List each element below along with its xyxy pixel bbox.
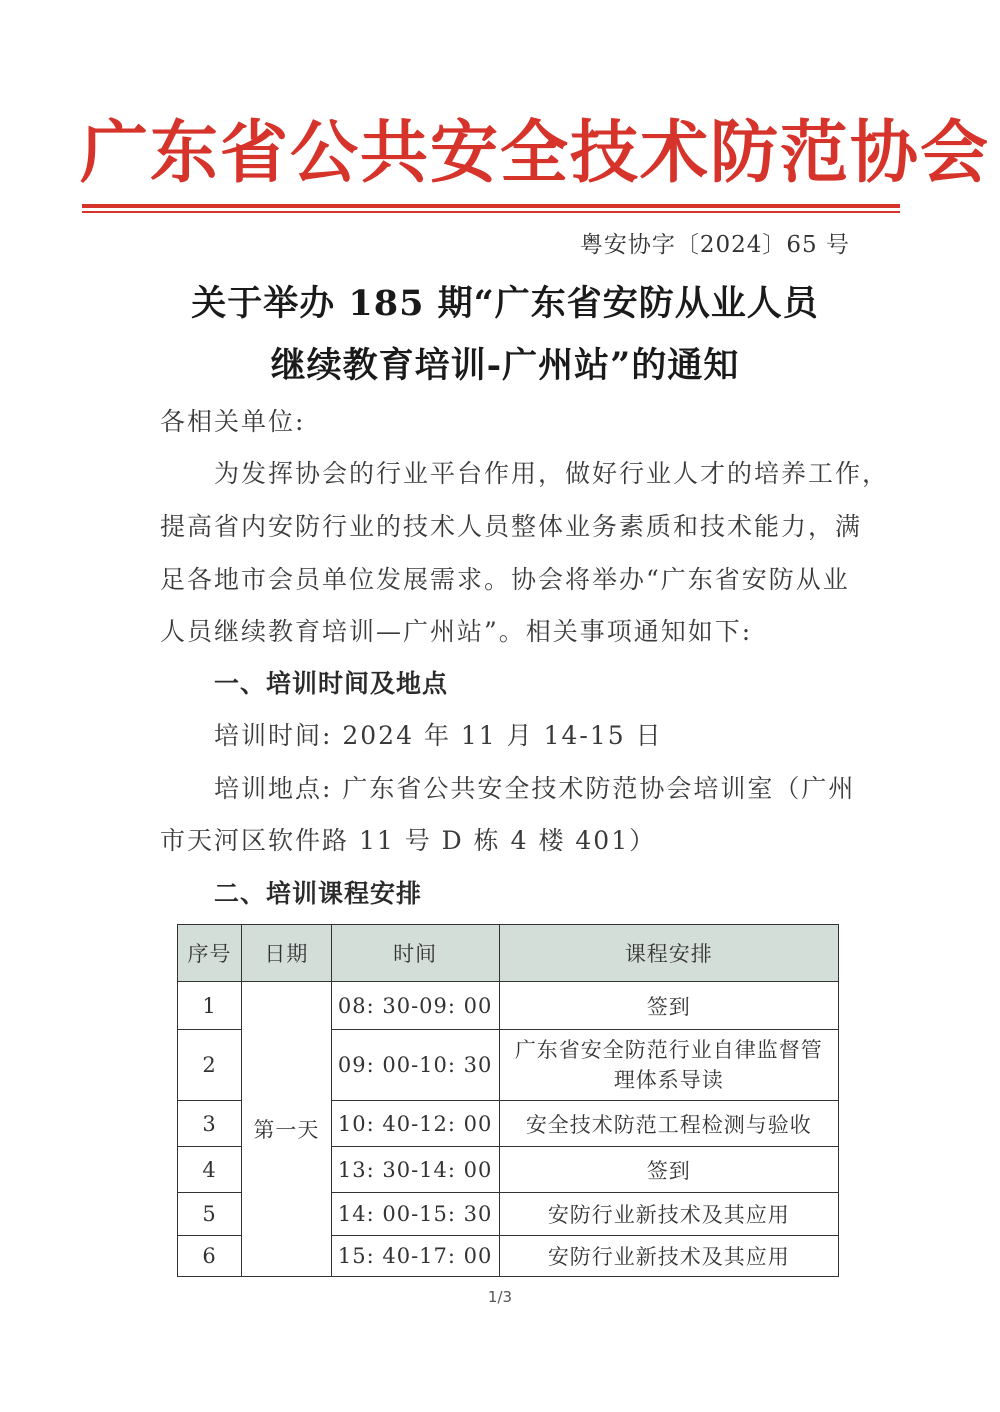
letterhead-rule-thick — [82, 204, 900, 208]
row-course: 安防行业新技术及其应用 — [499, 1193, 838, 1236]
header-no: 序号 — [178, 925, 242, 982]
row-no: 3 — [178, 1101, 242, 1147]
section2-heading: 二、培训课程安排 — [214, 879, 423, 908]
row-course: 签到 — [499, 982, 838, 1030]
schedule-header-row — [178, 925, 839, 982]
document-title-line2: 继续教育培训-广州站”的通知 — [270, 345, 740, 386]
page-number: 1/3 — [487, 1288, 513, 1306]
intro-line-3: 足各地市会员单位发展需求。协会将举办“广东省安防从业 — [160, 565, 850, 594]
table-row — [178, 982, 839, 1030]
intro-line-4: 人员继续教育培训—广州站”。相关事项通知如下: — [160, 617, 753, 646]
row-time: 10: 40-12: 00 — [331, 1101, 499, 1147]
day-label: 第一天 — [242, 982, 332, 1277]
row-course: 广东省安全防范行业自律监督管理体系导读 — [499, 1030, 838, 1101]
row-no: 1 — [178, 982, 242, 1030]
intro-line-1: 为发挥协会的行业平台作用，做好行业人才的培养工作， — [214, 459, 890, 488]
row-course: 安全技术防范工程检测与验收 — [499, 1101, 838, 1147]
row-time: 09: 00-10: 30 — [331, 1030, 499, 1101]
row-time: 15: 40-17: 00 — [331, 1236, 499, 1277]
row-no: 4 — [178, 1147, 242, 1193]
section1-heading: 一、培训时间及地点 — [214, 669, 449, 698]
row-no: 5 — [178, 1193, 242, 1236]
schedule-table — [177, 924, 839, 1277]
salutation: 各相关单位: — [160, 407, 306, 436]
row-time: 08: 30-09: 00 — [331, 982, 499, 1030]
training-place-line1: 培训地点: 广东省公共安全技术防范协会培训室（广州 — [214, 774, 856, 803]
header-course: 课程安排 — [499, 925, 838, 982]
row-time: 13: 30-14: 00 — [331, 1147, 499, 1193]
letterhead-rule-thin — [82, 211, 900, 213]
header-time: 时间 — [331, 925, 499, 982]
training-time: 培训时间: 2024 年 11 月 14-15 日 — [214, 721, 663, 750]
header-date: 日期 — [242, 925, 332, 982]
row-time: 14: 00-15: 30 — [331, 1193, 499, 1236]
document-number: 粤安协字〔2024〕65 号 — [579, 232, 850, 258]
row-course: 安防行业新技术及其应用 — [499, 1236, 838, 1277]
letterhead-org-name: 广东省公共安全技术防范协会 — [80, 113, 991, 193]
row-course: 签到 — [499, 1147, 838, 1193]
training-place-line2: 市天河区软件路 11 号 D 栋 4 楼 401） — [160, 826, 657, 855]
document-title-line1: 关于举办 185 期“广东省安防从业人员 — [191, 283, 819, 324]
intro-line-2: 提高省内安防行业的技术人员整体业务素质和技术能力，满 — [160, 512, 863, 541]
row-no: 6 — [178, 1236, 242, 1277]
row-no: 2 — [178, 1030, 242, 1101]
